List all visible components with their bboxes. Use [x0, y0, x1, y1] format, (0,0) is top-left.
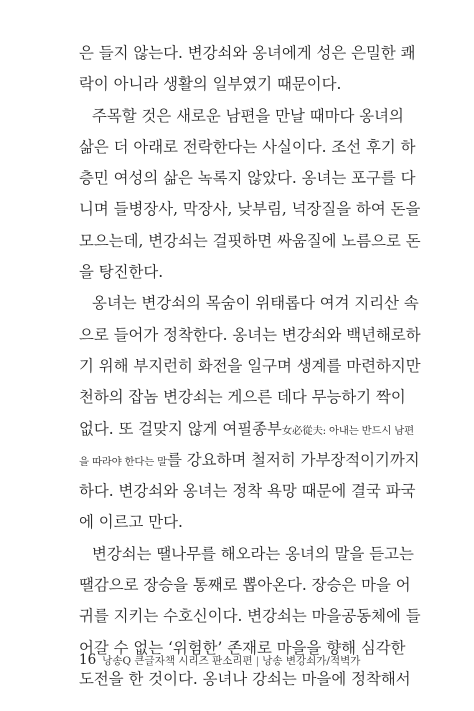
page-number: 16	[79, 652, 97, 668]
hanja-annotation: 女必從夫: 아내는 반드시 남편	[281, 424, 414, 437]
body-text	[79, 38, 421, 695]
text-line: 변강쇠는 땔나무를 해오라는 옹녀의 말을 듣고는	[92, 544, 414, 563]
page-footer	[79, 652, 360, 668]
text-line: 옹녀는 변강쇠의 목숨이 위태롭다 여겨 지리산 속	[92, 294, 419, 313]
text-line: 귀를 지키는 수호신이다. 변강쇠는 마을공동체에 들	[79, 607, 421, 626]
text-line-with-annotation	[79, 445, 420, 476]
text-line: 에 이르고 만다.	[79, 513, 183, 532]
footer-separator: |	[255, 655, 260, 667]
text-line-with-annotation	[79, 414, 414, 445]
hanja-annotation: 을 따라야 한다는 말	[79, 455, 168, 468]
text-line: 기 위해 부지런히 화전을 일구며 생계를 마련하지만	[79, 356, 421, 375]
text-line: 어갈 수 없는 ‘위험한’ 존재로 마을을 향해 심각한	[79, 638, 406, 657]
text-line: 하다. 변강쇠와 옹녀는 정착 욕망 때문에 결국 파국	[79, 482, 416, 501]
main-text: 없다. 또 걸맞지 않게 여필종부	[79, 419, 282, 438]
text-line: 은 들지 않는다. 변강쇠와 옹녀에게 성은 은밀한 쾌	[79, 44, 416, 62]
text-line: 락이 아니라 생활의 일부였기 때문이다.	[79, 75, 342, 94]
text-line: 삶은 더 아래로 전락한다는 사실이다. 조선 후기 하	[79, 137, 416, 156]
text-line: 도전을 한 것이다. 옹녀나 강쇠는 마을에 정착해서	[79, 669, 411, 688]
text-line: 모으는데, 변강쇠는 걸핏하면 싸움질에 노름으로 돈	[79, 231, 421, 250]
text-line: 층민 여성의 삶은 녹록지 않았다. 옹녀는 포구를 다	[79, 169, 416, 188]
text-line: 니며 들병장사, 막장사, 낮부림, 넉장질을 하여 돈을	[79, 200, 421, 219]
text-line: 주목할 것은 새로운 남편을 만날 때마다 옹녀의	[92, 106, 404, 125]
text-line: 으로 들어가 정착한다. 옹녀는 변강쇠와 백년해로하	[79, 325, 421, 344]
series-title: 낭송Q 큰글자책 시리즈 판소리편	[102, 655, 253, 667]
main-text: 를 강요하며 철저히 가부장적이기까지	[167, 450, 420, 469]
text-line: 땔감으로 장승을 통째로 뽑아온다. 장승은 마을 어	[79, 576, 411, 595]
text-line: 천하의 잡놈 변강쇠는 게으른 데다 무능하기 짝이	[79, 388, 406, 407]
book-title: 낭송 변강쇠가/적벽가	[262, 655, 361, 667]
text-line: 을 탕진한다.	[79, 263, 164, 282]
